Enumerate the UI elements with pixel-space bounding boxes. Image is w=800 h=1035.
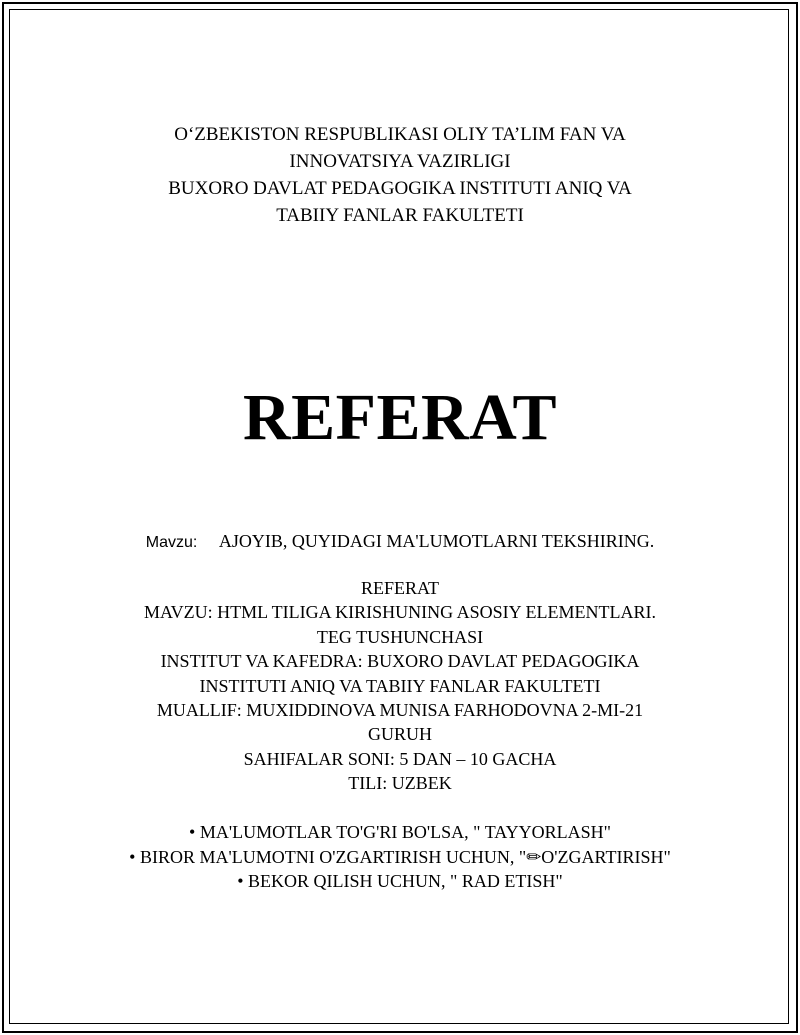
referat-details [0, 576, 800, 796]
details-line: INSTITUT VA KAFEDRA: BUXORO DAVLAT PEDAGOGIKA [160, 651, 640, 672]
details-line: MAVZU: HTML TILIGA KIRISHUNING ASOSIY ELEMENTLARI. [144, 602, 656, 623]
header-line: O‘ZBEKISTON RESPUBLIKASI OLIY TA’LIM FAN VA [174, 124, 626, 145]
bullet-item: • BEKOR QILISH UCHUN, " RAD ETISH" [237, 871, 563, 891]
details-line: INSTITUTI ANIQ VA TABIIY FANLAR FAKULTETI [199, 675, 601, 696]
details-line: GURUH [367, 724, 432, 745]
instruction-bullets [0, 820, 800, 894]
institution-header [0, 121, 800, 229]
header-line: TABIIY FANLAR FAKULTETI [276, 205, 524, 226]
header-line: INNOVATSIYA VAZIRLIGI [289, 151, 511, 172]
details-line: TEG TUSHUNCHASI [316, 626, 484, 647]
bullet-item: • BIROR MA'LUMOTNI O'ZGARTIRISH UCHUN, "✏O'ZGARTIRISH" [129, 846, 671, 867]
details-line: MUALLIF: MUXIDDINOVA MUNISA FARHODOVNA 2-MI-21 [156, 700, 644, 721]
details-line: TILI: UZBEK [348, 773, 452, 794]
topic-row [0, 528, 800, 556]
topic-value: AJOYIB, QUYIDAGI MA'LUMOTLARNI TEKSHIRING. [218, 531, 655, 551]
details-line: SAHIFALAR SONI: 5 DAN – 10 GACHA [243, 748, 557, 769]
topic-label: Mavzu: [145, 534, 198, 551]
header-line: BUXORO DAVLAT PEDAGOGIKA INSTITUTI ANIQ VA [168, 178, 632, 199]
details-line: REFERAT [360, 578, 439, 598]
document-title: REFERAT [243, 381, 557, 454]
bullet-item: • MA'LUMOTLAR TO'G'RI BO'LSA, " TAYYORLASH" [189, 822, 611, 842]
